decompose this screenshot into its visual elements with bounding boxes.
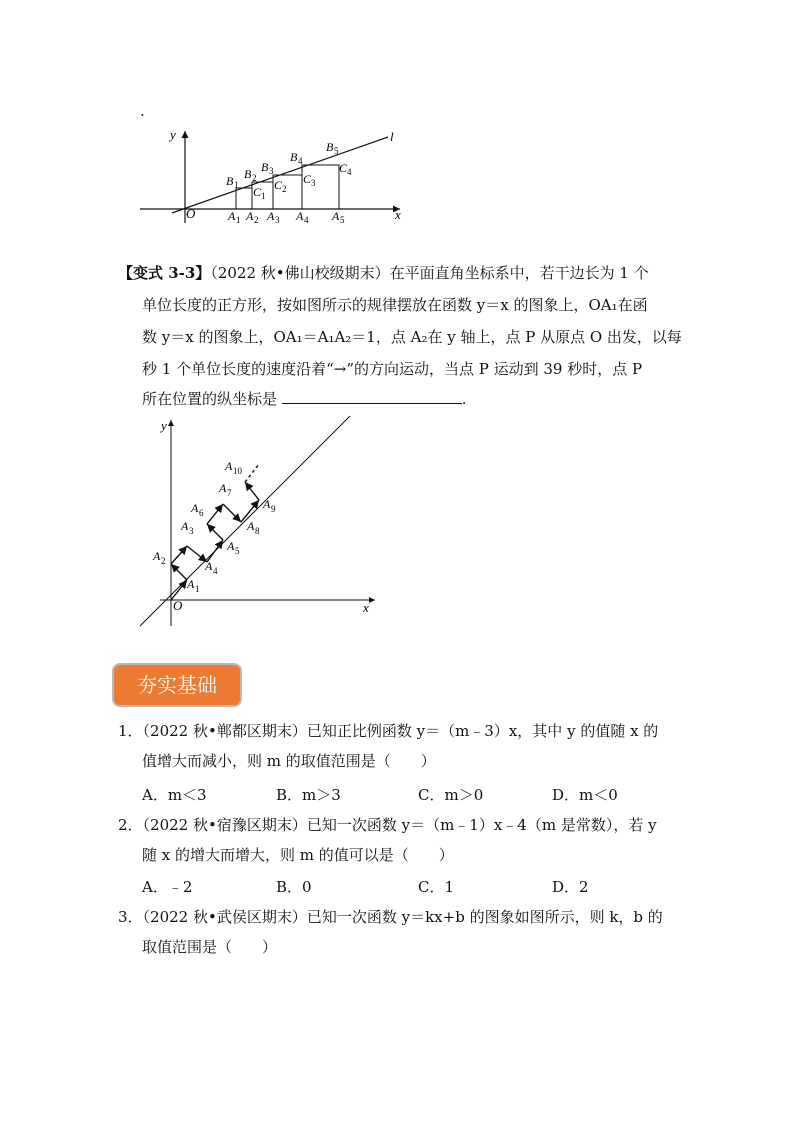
label-y: y: [170, 127, 176, 142]
label-B4: B: [290, 150, 298, 164]
label-B4-sub: 4: [298, 156, 303, 166]
label-A5-sub: 5: [340, 215, 345, 225]
q1-line-1: 1．（2022 秋•郸都区期末）已知正比例函数 y＝（m﹣3）x，其中 y 的值随 x 的: [118, 722, 659, 740]
label-O: O: [186, 206, 196, 221]
label-C2-sub: 2: [282, 184, 287, 194]
label-A1: A: [228, 209, 236, 223]
variant-line-1: [118, 262, 649, 284]
label-y: y: [161, 418, 167, 433]
label-B1-sub: 1: [234, 180, 239, 190]
label-B5: B: [326, 140, 334, 154]
label-A4: A: [296, 209, 304, 223]
q1-option-b[interactable]: B．m＞3: [276, 786, 341, 804]
label-A2-sub: 2: [254, 215, 259, 225]
q2-option-a[interactable]: A．﹣2: [142, 878, 193, 896]
label-A9: A: [263, 497, 271, 511]
label-A4-sub: 4: [304, 215, 309, 225]
q1-option-d[interactable]: D．m＜0: [552, 786, 618, 804]
label-A3: A: [267, 209, 275, 223]
label-A5: A: [332, 209, 340, 223]
q3-line-1: 3．（2022 秋•武侯区期末）已知一次函数 y＝kx+b 的图象如图所示，则 k，b 的: [118, 908, 663, 926]
figure-staircase-path: [135, 412, 385, 630]
label-l: l: [390, 129, 394, 144]
label-A8-sub: 8: [255, 526, 260, 536]
label-C4: C: [339, 161, 348, 175]
label-A2: A: [153, 549, 161, 563]
label-A5-sub: 5: [235, 546, 240, 556]
section-title-tab: 夯实基础: [112, 663, 242, 707]
variant-line-3: 数 y＝x 的图象上，OA₁＝A₁A₂＝1，点 A₂在 y 轴上，点 P 从原点 O 出发，以每: [142, 328, 682, 346]
label-C3: C: [303, 172, 312, 186]
stray-dot: .: [140, 102, 145, 120]
q3-line-2: 取值范围是（ ）: [142, 938, 278, 956]
variant-text-1: （2022 秋•佛山校级期末）在平面直角坐标系中，若干边长为 1 个: [210, 264, 649, 282]
square-1: [236, 188, 252, 209]
q1-line-2: 值增大而减小，则 m 的取值范围是（ ）: [142, 752, 436, 770]
label-A8: A: [247, 519, 255, 533]
variant-line-5: [142, 388, 467, 410]
variant-line-5-end: .: [461, 390, 467, 408]
label-A7: A: [219, 481, 227, 495]
label-A4-sub: 4: [213, 566, 218, 576]
q2-line-2: 随 x 的增大而增大，则 m 的值可以是（ ）: [142, 846, 454, 864]
q1-option-a[interactable]: A．m＜3: [142, 786, 207, 804]
q1-option-c[interactable]: C．m＞0: [418, 786, 484, 804]
label-x: x: [395, 207, 401, 222]
variant-tag: 【变式 3-3】: [118, 264, 211, 282]
label-C1: C: [253, 185, 262, 199]
q2-option-c[interactable]: C．1: [418, 878, 455, 896]
variant-text-5: 所在位置的纵坐标是: [142, 390, 278, 408]
label-A3-sub: 3: [189, 526, 194, 536]
label-A2-sub: 2: [161, 556, 166, 566]
variant-line-2: 单位长度的正方形，按如图所示的规律摆放在函数 y＝x 的图象上，OA₁在函: [142, 296, 648, 314]
label-A5: A: [227, 539, 235, 553]
label-A1: A: [187, 577, 195, 591]
label-A10: A: [225, 459, 233, 473]
figure-squares-on-line: [130, 125, 420, 225]
q2-option-d[interactable]: D．2: [552, 878, 589, 896]
label-C2: C: [274, 178, 283, 192]
variant-line-4: 秒 1 个单位长度的速度沿着“→”的方向运动，当点 P 运动到 39 秒时，点 P: [142, 360, 643, 378]
label-C4-sub: 4: [347, 167, 352, 177]
label-B3: B: [261, 160, 269, 174]
label-A6-sub: 6: [199, 508, 204, 518]
label-A9-sub: 9: [271, 504, 276, 514]
label-A1-sub: 1: [236, 215, 241, 225]
label-A10-sub: 10: [233, 466, 242, 476]
label-C1-sub: 1: [261, 191, 266, 201]
q2-line-1: 2．（2022 秋•宿豫区期末）已知一次函数 y＝（m﹣1）x﹣4（m 是常数），若 y: [118, 816, 657, 834]
label-B3-sub: 3: [269, 166, 274, 176]
label-A4: A: [205, 559, 213, 573]
label-B2-sub: 2: [252, 173, 257, 183]
label-B5-sub: 5: [334, 146, 339, 156]
label-A6: A: [191, 501, 199, 515]
label-A3-sub: 3: [275, 215, 280, 225]
label-A2: A: [246, 209, 254, 223]
label-B2: B: [244, 167, 252, 181]
label-C3-sub: 3: [311, 178, 316, 188]
label-B1: B: [226, 174, 234, 188]
label-A1-sub: 1: [195, 584, 200, 594]
label-O: O: [173, 598, 183, 613]
label-A3: A: [181, 519, 189, 533]
answer-blank[interactable]: [282, 389, 462, 404]
label-A7-sub: 7: [227, 488, 232, 498]
label-x: x: [363, 600, 369, 615]
q2-option-b[interactable]: B．0: [276, 878, 312, 896]
